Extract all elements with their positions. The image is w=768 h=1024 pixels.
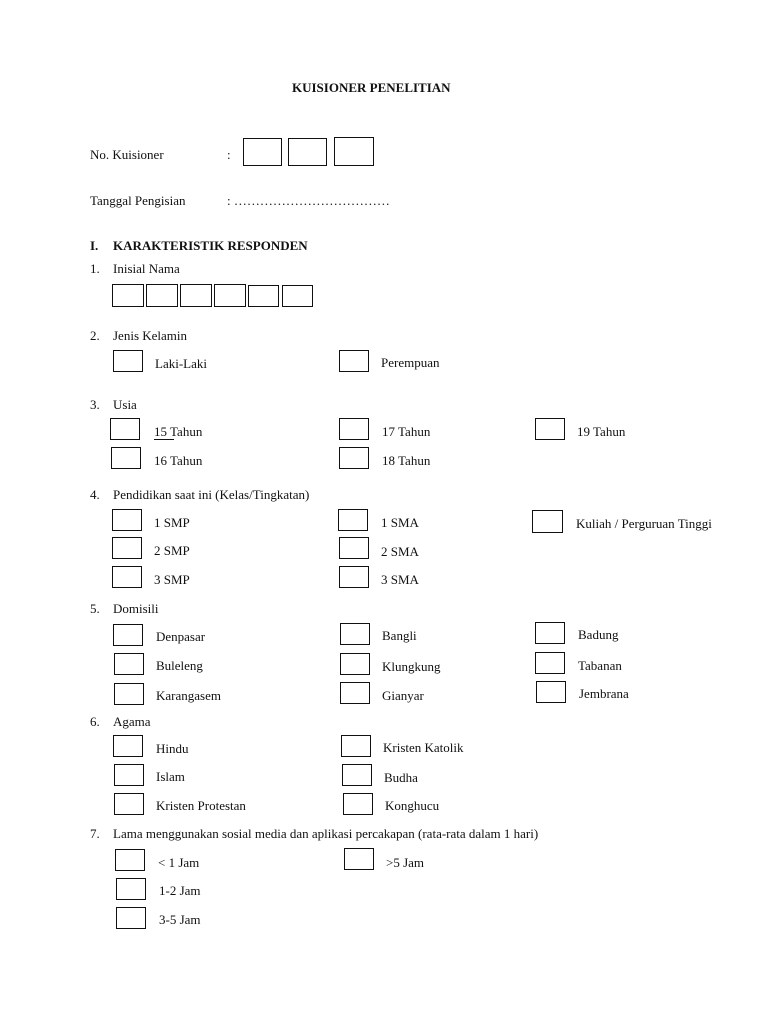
q3-number: 3. xyxy=(90,397,100,412)
checkbox-hindu[interactable] xyxy=(113,735,143,757)
option-less-1-jam: < 1 Jam xyxy=(158,855,200,870)
checkbox-kristen-protestan[interactable] xyxy=(114,793,144,815)
checkbox-1-2-jam[interactable] xyxy=(116,878,146,900)
underline-mark xyxy=(154,439,174,440)
option-18-tahun: 18 Tahun xyxy=(382,453,431,468)
initial-box-6[interactable] xyxy=(282,285,313,307)
option-17-tahun: 17 Tahun xyxy=(382,424,431,439)
no-kuisioner-colon: : xyxy=(227,147,231,162)
initial-box-3[interactable] xyxy=(180,284,212,307)
checkbox-3-5-jam[interactable] xyxy=(116,907,146,929)
option-islam: Islam xyxy=(156,769,185,784)
checkbox-more-5-jam[interactable] xyxy=(344,848,374,870)
no-kuisioner-digit-box-1[interactable] xyxy=(243,138,282,166)
option-karangasem: Karangasem xyxy=(156,688,221,703)
option-2-sma: 2 SMA xyxy=(381,544,419,559)
checkbox-15-tahun[interactable] xyxy=(110,418,140,440)
initial-box-4[interactable] xyxy=(214,284,246,307)
no-kuisioner-digit-box-3[interactable] xyxy=(334,137,374,166)
checkbox-19-tahun[interactable] xyxy=(535,418,565,440)
checkbox-kristen-katolik[interactable] xyxy=(341,735,371,757)
checkbox-16-tahun[interactable] xyxy=(111,447,141,469)
q3-label: Usia xyxy=(113,397,137,412)
initial-box-1[interactable] xyxy=(112,284,144,307)
checkbox-laki-laki[interactable] xyxy=(113,350,143,372)
checkbox-buleleng[interactable] xyxy=(114,653,144,675)
option-3-5-jam: 3-5 Jam xyxy=(159,912,201,927)
q2-number: 2. xyxy=(90,328,100,343)
checkbox-1-sma[interactable] xyxy=(338,509,368,531)
option-badung: Badung xyxy=(578,627,619,642)
checkbox-karangasem[interactable] xyxy=(114,683,144,705)
option-1-2-jam: 1-2 Jam xyxy=(159,883,201,898)
tanggal-pengisian-field[interactable]: : ……………………………… xyxy=(227,193,390,208)
option-bangli: Bangli xyxy=(382,628,417,643)
no-kuisioner-digit-box-2[interactable] xyxy=(288,138,327,166)
option-budha: Budha xyxy=(384,770,418,785)
tanggal-pengisian-label: Tanggal Pengisian xyxy=(90,193,186,208)
checkbox-3-sma[interactable] xyxy=(339,566,369,588)
section-number: I. xyxy=(90,238,99,253)
q7-label: Lama menggunakan sosial media dan aplikasi percakapan (rata-rata dalam 1 hari) xyxy=(113,826,539,841)
checkbox-perempuan[interactable] xyxy=(339,350,369,372)
checkbox-less-1-jam[interactable] xyxy=(115,849,145,871)
initial-box-2[interactable] xyxy=(146,284,178,307)
checkbox-2-smp[interactable] xyxy=(112,537,142,559)
checkbox-2-sma[interactable] xyxy=(339,537,369,559)
checkbox-bangli[interactable] xyxy=(340,623,370,645)
option-kristen-katolik: Kristen Katolik xyxy=(383,740,464,755)
q5-number: 5. xyxy=(90,601,100,616)
page-title: KUISIONER PENELITIAN xyxy=(292,80,451,95)
checkbox-islam[interactable] xyxy=(114,764,144,786)
option-laki-laki: Laki-Laki xyxy=(155,356,207,371)
option-2-smp: 2 SMP xyxy=(154,543,190,558)
checkbox-kuliah[interactable] xyxy=(532,510,563,533)
option-denpasar: Denpasar xyxy=(156,629,206,644)
no-kuisioner-label: No. Kuisioner xyxy=(90,147,164,162)
option-1-sma: 1 SMA xyxy=(381,515,419,530)
section-title: KARAKTERISTIK RESPONDEN xyxy=(113,238,308,253)
checkbox-badung[interactable] xyxy=(535,622,565,644)
checkbox-1-smp[interactable] xyxy=(112,509,142,531)
q1-number: 1. xyxy=(90,261,100,276)
option-3-sma: 3 SMA xyxy=(381,572,419,587)
q6-number: 6. xyxy=(90,714,100,729)
option-more-5-jam: >5 Jam xyxy=(386,855,425,870)
q4-label: Pendidikan saat ini (Kelas/Tingkatan) xyxy=(113,487,310,502)
option-buleleng: Buleleng xyxy=(156,658,203,673)
checkbox-jembrana[interactable] xyxy=(536,681,566,703)
option-16-tahun: 16 Tahun xyxy=(154,453,203,468)
option-3-smp: 3 SMP xyxy=(154,572,190,587)
option-kristen-protestan: Kristen Protestan xyxy=(156,798,246,813)
option-15-tahun: 15 Tahun xyxy=(154,424,203,439)
checkbox-3-smp[interactable] xyxy=(112,566,142,588)
q1-label: Inisial Nama xyxy=(113,261,180,276)
checkbox-17-tahun[interactable] xyxy=(339,418,369,440)
option-1-smp: 1 SMP xyxy=(154,515,190,530)
q4-number: 4. xyxy=(90,487,100,502)
checkbox-klungkung[interactable] xyxy=(340,653,370,675)
checkbox-18-tahun[interactable] xyxy=(339,447,369,469)
option-gianyar: Gianyar xyxy=(382,688,424,703)
checkbox-tabanan[interactable] xyxy=(535,652,565,674)
checkbox-budha[interactable] xyxy=(342,764,372,786)
initial-box-5[interactable] xyxy=(248,285,279,307)
option-klungkung: Klungkung xyxy=(382,659,441,674)
q5-label: Domisili xyxy=(113,601,159,616)
option-konghucu: Konghucu xyxy=(385,798,440,813)
checkbox-konghucu[interactable] xyxy=(343,793,373,815)
option-perempuan: Perempuan xyxy=(381,355,440,370)
option-jembrana: Jembrana xyxy=(579,686,629,701)
checkbox-denpasar[interactable] xyxy=(113,624,143,646)
q7-number: 7. xyxy=(90,826,100,841)
option-kuliah: Kuliah / Perguruan Tinggi xyxy=(576,516,712,531)
q6-label: Agama xyxy=(113,714,151,729)
option-tabanan: Tabanan xyxy=(578,658,622,673)
q2-label: Jenis Kelamin xyxy=(113,328,188,343)
option-19-tahun: 19 Tahun xyxy=(577,424,626,439)
checkbox-gianyar[interactable] xyxy=(340,682,370,704)
option-hindu: Hindu xyxy=(156,741,189,756)
